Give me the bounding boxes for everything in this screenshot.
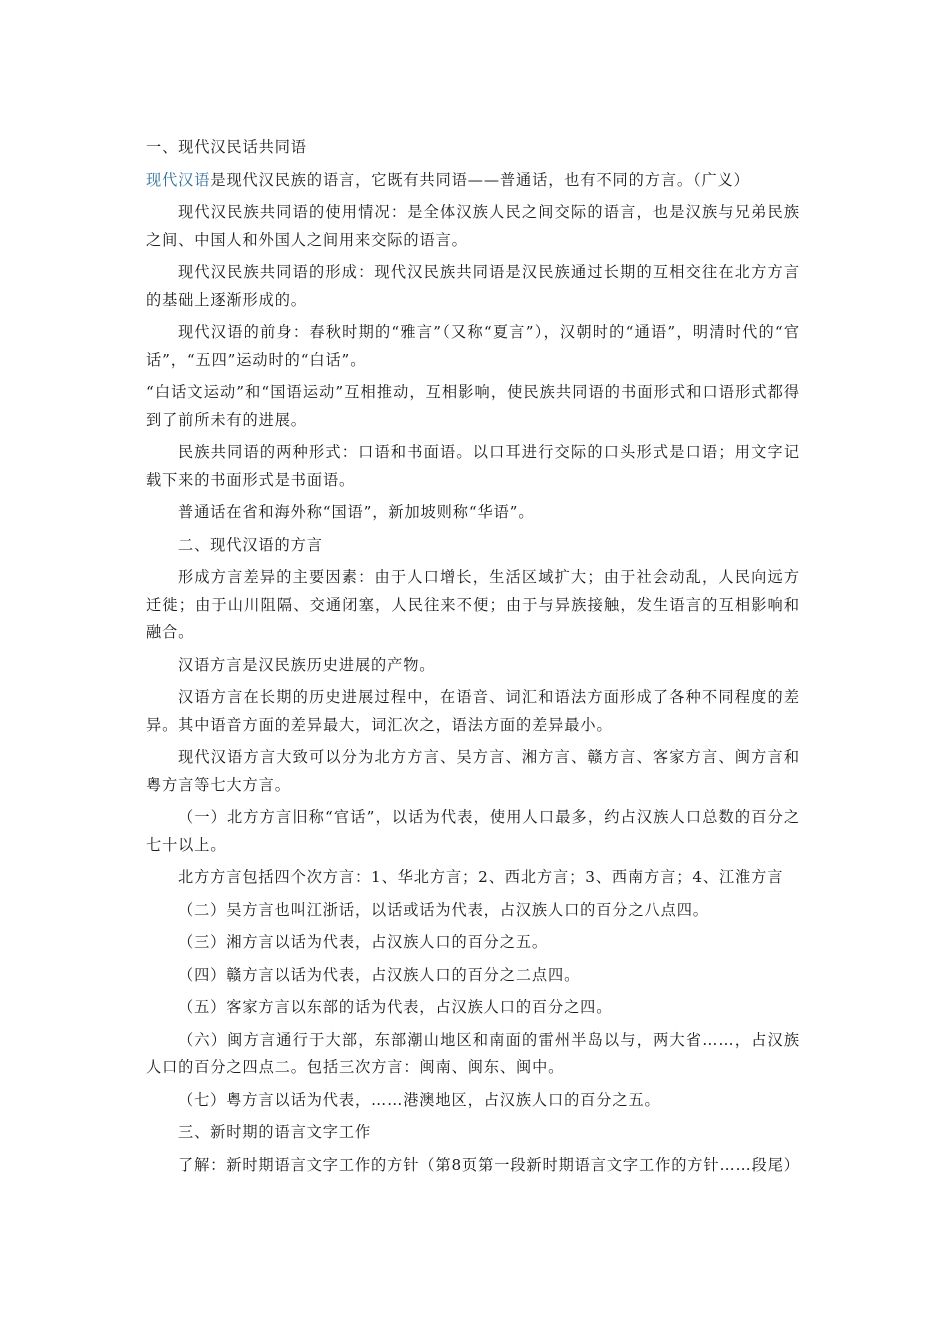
paragraph: “白话文运动”和“国语运动”互相推动，互相影响，使民族共同语的书面形式和口语形式都得到了前所未有的进展。 <box>146 383 800 429</box>
section-heading-3: 三、新时期的语言文字工作 <box>178 1123 372 1141</box>
paragraph: 北方方言包括四个次方言：1、华北方言；2、西北方言；3、西南方言；4、江淮方言 <box>178 868 784 886</box>
paragraph: 现代汉语的前身：春秋时期的“雅言”（又称“夏言”），汉朝时的“通语”，明清时代的“官话”，“五四”运动时的“白话”。 <box>146 323 800 369</box>
paragraph: 汉语方言是汉民族历史进展的产物。 <box>178 655 436 674</box>
paragraph: （四）赣方言以话为代表，占汉族人口的百分之二点四。 <box>178 965 581 984</box>
paragraph: 现代汉民族共同语的形成：现代汉民族共同语是汉民族通过长期的互相交往在北方方言的基础上逐渐形成的。 <box>146 263 800 309</box>
paragraph: （二）吴方言也叫江浙话，以话或话为代表，占汉族人口的百分之八点四。 <box>178 900 709 919</box>
paragraph: （三）湘方言以话为代表，占汉族人口的百分之五。 <box>178 933 549 951</box>
paragraph-definition: 现代汉语是现代汉民族的语言，它既有共同语——普通话，也有不同的方言。（广义） <box>146 170 750 189</box>
paragraph: （一）北方方言旧称“官话”，以话为代表，使用人口最多，约占汉族人口总数的百分之七十以上。 <box>146 808 800 854</box>
document-body <box>146 134 800 1179</box>
paragraph: 了解：新时期语言文字工作的方针（第8页第一段新时期语言文字工作的方针……段尾） <box>178 1155 800 1174</box>
paragraph: 现代汉民族共同语的使用情况：是全体汉族人民之间交际的语言，也是汉族与兄弟民族之间、中国人和外国人之间用来交际的语言。 <box>146 203 800 249</box>
section-heading-1: 一、现代汉民话共同语 <box>146 138 307 156</box>
paragraph: 现代汉语方言大致可以分为北方方言、吴方言、湘方言、赣方言、客家方言、闽方言和粤方言等七大方言。 <box>146 748 800 794</box>
paragraph: 汉语方言在长期的历史进展过程中，在语音、词汇和语法方面形成了各种不同程度的差异。其中语音方面的差异最大，词汇次之，语法方面的差异最小。 <box>146 688 800 734</box>
paragraph: 民族共同语的两种形式：口语和书面语。以口耳进行交际的口头形式是口语；用文字记载下来的书面形式是书面语。 <box>146 443 800 489</box>
paragraph: 普通话在省和海外称“国语”，新加坡则称“华语”。 <box>178 503 535 521</box>
paragraph: 形成方言差异的主要因素：由于人口增长，生活区域扩大；由于社会动乱，人民向远方迁徙；由于山川阻隔、交通闭塞，人民往来不便；由于与异族接触，发生语言的互相影响和融合。 <box>146 568 800 641</box>
term-link[interactable]: 现代汉语 <box>146 170 211 189</box>
paragraph: （六）闽方言通行于大部，东部潮山地区和南面的雷州半岛以与，两大省……，占汉族人口的百分之四点二。包括三次方言：闽南、闽东、闽中。 <box>146 1030 800 1076</box>
section-heading-2: 二、现代汉语的方言 <box>178 535 323 554</box>
paragraph: （七）粤方言以话为代表，……港澳地区，占汉族人口的百分之五。 <box>178 1090 661 1109</box>
paragraph: （五）客家方言以东部的话为代表，占汉族人口的百分之四。 <box>178 998 613 1016</box>
